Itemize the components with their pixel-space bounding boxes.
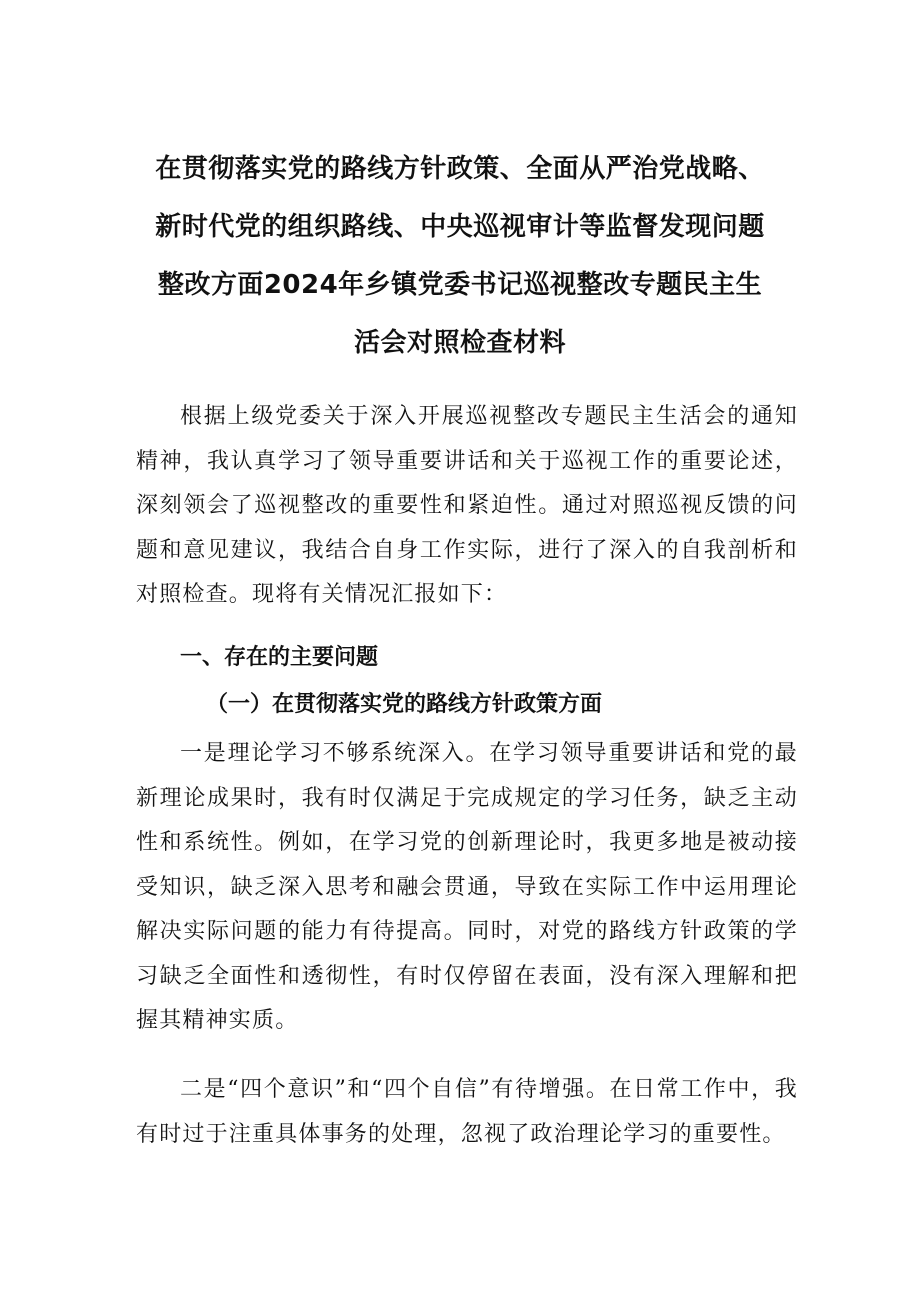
- subsection-heading-policy: （一）在贯彻落实党的路线方针政策方面: [206, 691, 603, 717]
- title-line-1: 在贯彻落实党的路线方针政策、全面从严治党战略、: [155, 154, 765, 184]
- intro-paragraph: 根据上级党委关于深入开展巡视整改专题民主生活会的通知精神，我认真学习了领导重要讲话和关于巡视工作的重要论述，深刻领会了巡视整改的重要性和紧迫性。通过对照巡视反馈的问题和意见建议，我结合自身工作实际，进行了深入的自我剖析和对照检查。现将有关情况汇报如下：: [136, 404, 798, 607]
- paragraph-theory-study: 一是理论学习不够系统深入。在学习领导重要讲话和党的最新理论成果时，我有时仅满足于完成规定的学习任务，缺乏主动性和系统性。例如，在学习党的创新理论时，我更多地是被动接受知识，缺乏深入思考和融会贯通，导致在实际工作中运用理论解决实际问题的能力有待提高。同时，对党的路线方针政策的学习缺乏全面性和透彻性，有时仅停留在表面，没有深入理解和把握其精神实质。: [136, 741, 798, 1033]
- document-title: [120, 140, 800, 372]
- title-line-2: 新时代党的组织路线、中央巡视审计等监督发现问题: [155, 212, 765, 242]
- paragraph-four-consciousness: 二是“四个意识”和“四个自信”有待增强。在日常工作中，我有时过于注重具体事务的处理，忽视了政治理论学习的重要性。: [136, 1077, 798, 1147]
- title-line-3: 整改方面2024年乡镇党委书记巡视整改专题民主生: [157, 270, 763, 300]
- title-line-4: 活会对照检查材料: [353, 328, 566, 358]
- section-heading-main-problems: 一、存在的主要问题: [180, 645, 379, 670]
